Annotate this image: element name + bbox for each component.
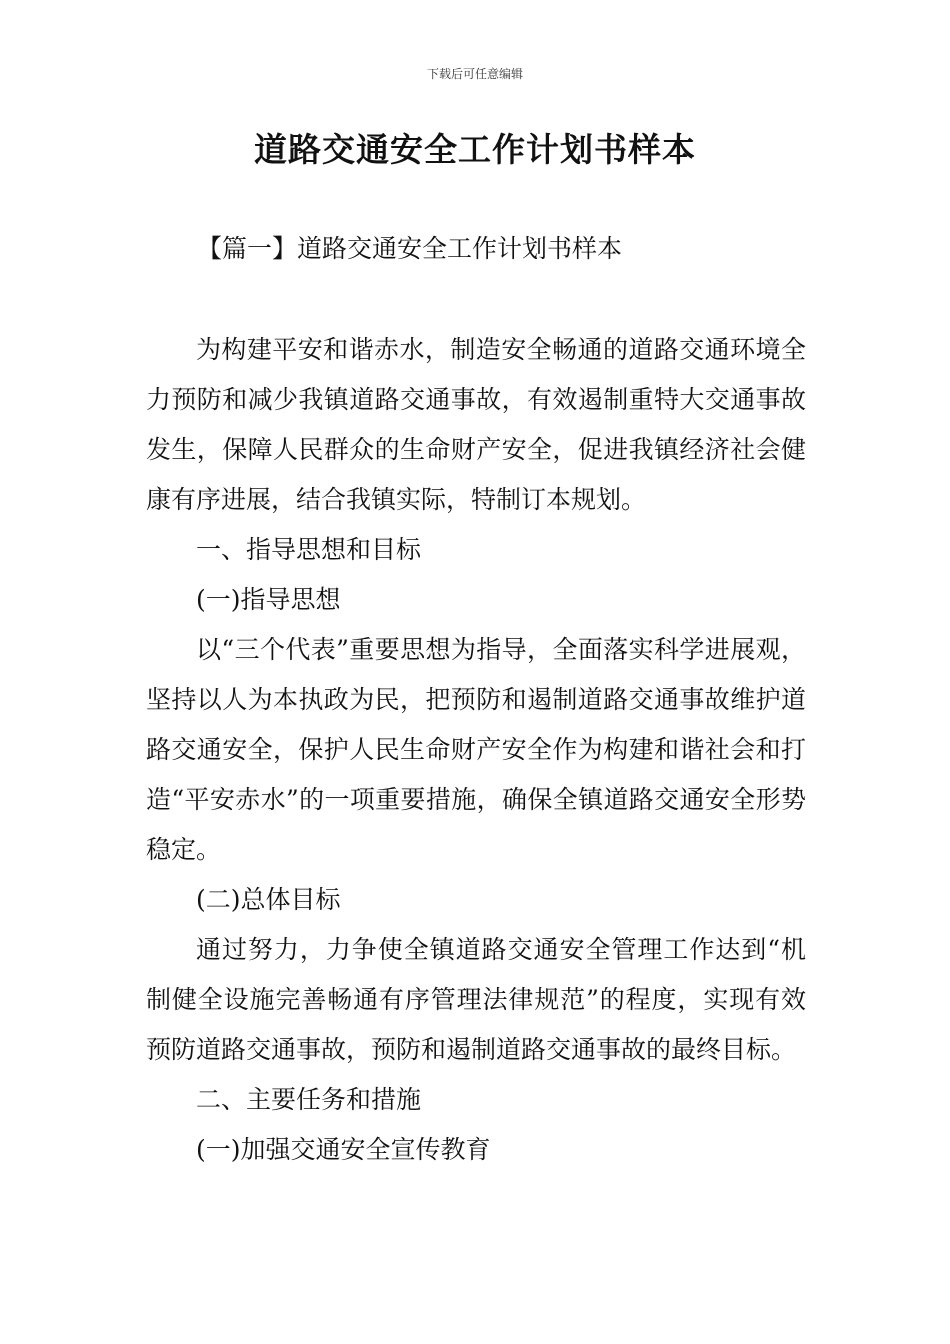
- paragraph-intro: 为构建平安和谐赤水，制造安全畅通的道路交通环境全力预防和减少我镇道路交通事故，有效遏制重特大交通事故发生，保障人民群众的生命财产安全，促进我镇经济社会健康有序进展，结合我镇实际，特制订本规划。: [146, 335, 806, 514]
- subheading-overall-goal: (二)总体目标: [196, 885, 341, 914]
- paragraph-guiding-ideology: 以“三个代表”重要思想为指导，全面落实科学进展观，坚持以人为本执政为民，把预防和遏制道路交通事故维护道路交通安全，保护人民生命财产安全作为构建和谐社会和打造“平安赤水”的一项重要措施，确保全镇道路交通安全形势稳定。: [146, 635, 806, 864]
- document-body: [146, 325, 806, 1175]
- heading-main-tasks-and-measures: 二、主要任务和措施: [196, 1085, 422, 1114]
- section-heading: 【篇一】道路交通安全工作计划书样本: [197, 234, 623, 263]
- header-note: 下载后可任意编辑: [426, 67, 523, 81]
- subheading-safety-education: (一)加强交通安全宣传教育: [196, 1135, 491, 1164]
- heading-guiding-ideas-and-goals: 一、指导思想和目标: [196, 535, 422, 564]
- paragraph-overall-goal: 通过努力，力争使全镇道路交通安全管理工作达到“机制健全设施完善畅通有序管理法律规范”的程度，实现有效预防道路交通事故，预防和遏制道路交通事故的最终目标。: [146, 935, 806, 1064]
- subheading-guiding-ideology: (一)指导思想: [196, 585, 341, 614]
- document-title: 道路交通安全工作计划书样本: [254, 130, 696, 169]
